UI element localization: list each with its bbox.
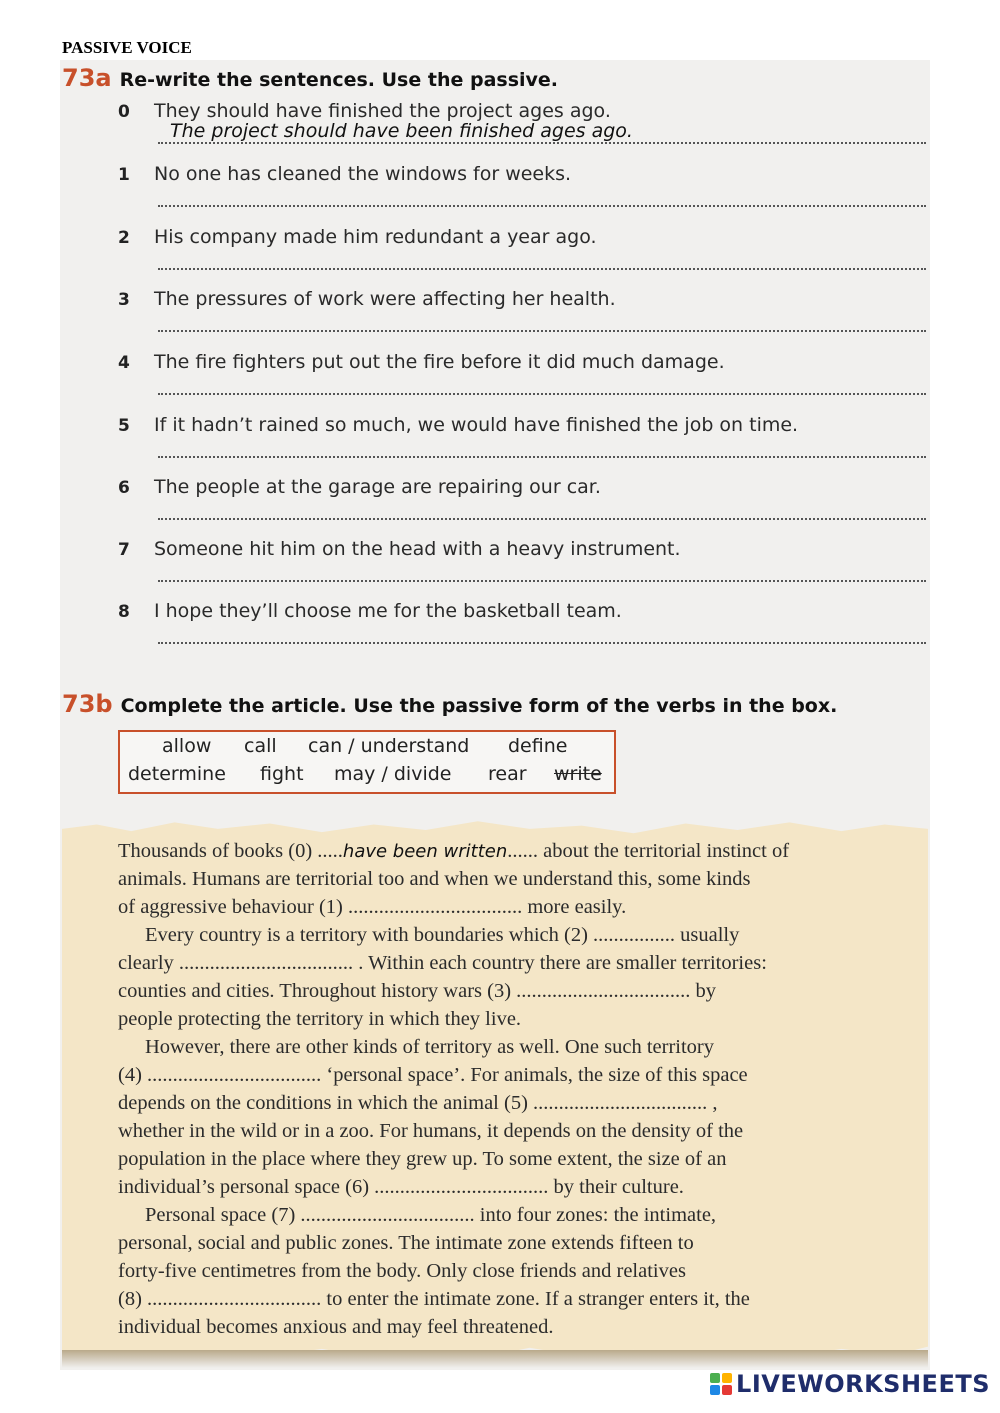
article-line: depends on the conditions in which the animal (5) .................................. ,: [118, 1092, 718, 1114]
logo-text: LIVEWORKSHEETS: [736, 1370, 990, 1398]
verb-word: allow: [162, 735, 212, 757]
article-line: individual’s personal space (6) .................................. by their culture.: [118, 1176, 684, 1198]
section-a-number: 73a: [62, 64, 112, 92]
exercise-item-2: [118, 226, 926, 286]
section-b-heading: [62, 690, 837, 718]
article-line: Every country is a territory with boundaries which (2) ................ usually: [145, 924, 740, 946]
section-b-instruction: Complete the article. Use the passive form of the verbs in the box.: [120, 695, 838, 717]
article-line: counties and cities. Throughout history wars (3) .................................. by: [118, 980, 717, 1002]
verb-word: define: [508, 735, 568, 757]
item-number: 7: [118, 540, 130, 560]
exercise-item-5: [118, 414, 926, 474]
article-line: personal, social and public zones. The intimate zone extends fifteen to: [118, 1232, 694, 1254]
verb-word: call: [244, 735, 277, 757]
item-sentence: His company made him redundant a year ago.: [154, 226, 597, 248]
exercise-item-0: [118, 100, 926, 160]
article-line: people protecting the territory in which they live.: [118, 1008, 522, 1030]
liveworksheets-logo: [710, 1369, 990, 1399]
answer-input-line[interactable]: [158, 268, 926, 270]
section-a-instruction: Re-write the sentences. Use the passive.: [119, 69, 559, 91]
verb-word: determine: [128, 763, 226, 785]
answer-input-line[interactable]: [158, 580, 926, 582]
verb-row-2: [120, 763, 614, 791]
article-line: Thousands of books (0) .....have been written...... about the territorial instinct of: [118, 840, 790, 862]
article-line: individual becomes anxious and may feel threatened.: [118, 1316, 554, 1338]
item-number: 2: [118, 228, 130, 248]
verb-word: rear: [488, 763, 527, 785]
exercise-item-3: [118, 288, 926, 348]
exercise-item-7: [118, 538, 926, 598]
article-line: clearly .................................. . Within each country there are smaller territories:: [118, 952, 767, 974]
verb-word: can / understand: [308, 735, 470, 757]
item-sentence: I hope they’ll choose me for the basketball team.: [154, 600, 622, 622]
logo-mark-icon: [710, 1373, 732, 1395]
article-line: forty-five centimetres from the body. Only close friends and relatives: [118, 1260, 686, 1282]
item-number: 1: [118, 165, 130, 185]
answer-input-line[interactable]: [158, 518, 926, 520]
item-sentence: The pressures of work were affecting her health.: [154, 288, 616, 310]
answer-input-line[interactable]: [158, 642, 926, 644]
item-answer: The project should have been finished ages ago.: [170, 120, 633, 142]
item-sentence: The fire fighters put out the fire before it did much damage.: [154, 351, 725, 373]
article-line: However, there are other kinds of territory as well. One such territory: [145, 1036, 714, 1058]
item-number: 5: [118, 416, 130, 436]
item-number: 4: [118, 353, 130, 373]
item-sentence: They should have finished the project ages ago.: [154, 100, 611, 122]
item-sentence: Someone hit him on the head with a heavy instrument.: [154, 538, 681, 560]
article-line: Personal space (7) .................................. into four zones: the intimate,: [145, 1204, 717, 1226]
verb-word-used: write: [554, 763, 602, 785]
item-sentence: The people at the garage are repairing our car.: [154, 476, 601, 498]
item-sentence: If it hadn’t rained so much, we would have finished the job on time.: [154, 414, 799, 436]
exercise-item-6: [118, 476, 926, 536]
document-title: PASSIVE VOICE: [62, 38, 192, 57]
exercise-item-8: [118, 600, 926, 660]
item-number: 0: [118, 102, 130, 122]
answer-input-line[interactable]: [158, 205, 926, 207]
verb-word: fight: [260, 763, 304, 785]
verb-box: [118, 730, 616, 794]
section-a-heading: [62, 64, 558, 92]
article-line: (8) .................................. to enter the intimate zone. If a stranger enters it, the: [118, 1288, 750, 1310]
exercise-item-4: [118, 351, 926, 411]
article-line: animals. Humans are territorial too and when we understand this, some kinds: [118, 868, 751, 890]
article-answer: have been written: [342, 841, 508, 862]
article-line: of aggressive behaviour (1) .................................. more easily.: [118, 896, 627, 918]
section-b-number: 73b: [62, 690, 113, 718]
verb-row-1: [120, 735, 614, 763]
article-line: whether in the wild or in a zoo. For humans, it depends on the density of the: [118, 1120, 744, 1142]
answer-input-line[interactable]: [158, 456, 926, 458]
article-line: (4) .................................. ‘personal space’. For animals, the size of this space: [118, 1064, 748, 1086]
item-sentence: No one has cleaned the windows for weeks.: [154, 163, 572, 185]
article-line: population in the place where they grew up. To some extent, the size of an: [118, 1148, 727, 1170]
verb-word: may / divide: [334, 763, 452, 785]
answer-line: [158, 142, 926, 144]
paper-shadow: [62, 1350, 928, 1368]
answer-input-line[interactable]: [158, 393, 926, 395]
item-number: 3: [118, 290, 130, 310]
item-number: 8: [118, 602, 130, 622]
answer-input-line[interactable]: [158, 330, 926, 332]
item-number: 6: [118, 478, 130, 498]
exercise-item-1: [118, 163, 926, 223]
